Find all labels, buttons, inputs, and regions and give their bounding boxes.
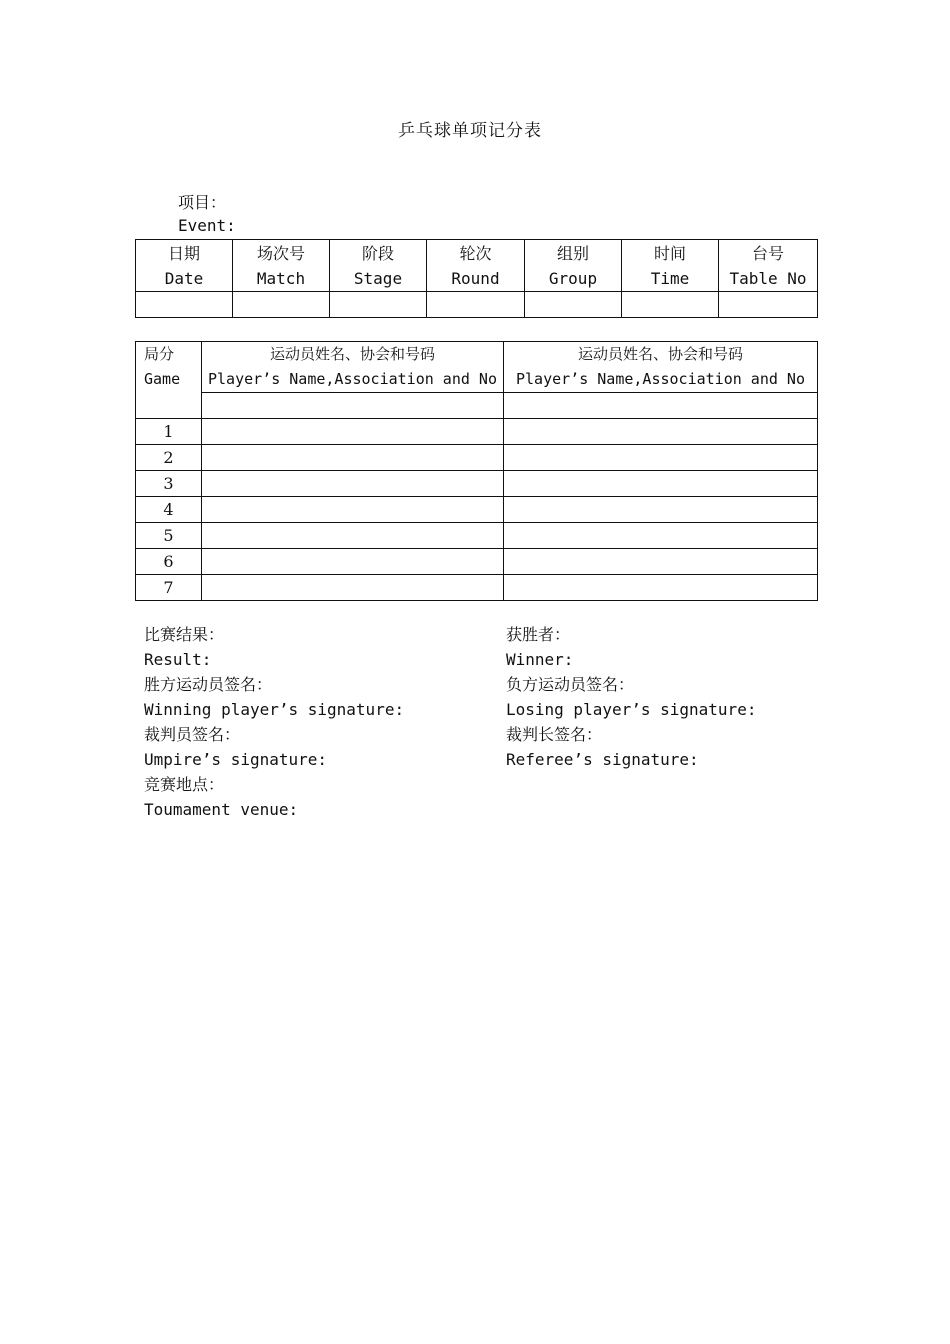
player-a-score-field[interactable] — [202, 445, 504, 471]
player-a-header: 运动员姓名、协会和号码 Player’s Name,Association and No — [202, 342, 504, 393]
losing-signature-label-zh: 负方运动员签名： — [506, 675, 635, 694]
referee-signature-label-en: Referee’s signature: — [506, 750, 699, 769]
player-a-score-field[interactable] — [202, 497, 504, 523]
umpire-signature-label-zh: 裁判员签名： — [144, 725, 241, 744]
game-number: 2 — [136, 445, 202, 471]
info-header-table-no: 台号 Table No — [719, 240, 818, 292]
player-b-score-field[interactable] — [504, 497, 818, 523]
event-label-en: Event: — [178, 216, 236, 235]
result-label-en: Result: — [144, 650, 212, 669]
winning-signature-label-zh: 胜方运动员签名： — [144, 675, 273, 694]
player-a-score-field[interactable] — [202, 523, 504, 549]
info-header-row — [136, 240, 818, 292]
player-b-score-field[interactable] — [504, 445, 818, 471]
player-b-score-field[interactable] — [504, 549, 818, 575]
info-header-round: 轮次 Round — [427, 240, 525, 292]
referee-signature-label-zh: 裁判长签名： — [506, 725, 603, 744]
info-header-group: 组别 Group — [525, 240, 622, 292]
event-label-zh: 项目： — [178, 193, 227, 212]
score-header-row — [136, 342, 818, 393]
winning-signature-label-en: Winning player’s signature: — [144, 700, 405, 719]
game-number: 3 — [136, 471, 202, 497]
venue-label-zh: 竞赛地点： — [144, 775, 225, 794]
match-field[interactable] — [233, 292, 330, 318]
game-number: 7 — [136, 575, 202, 601]
result-label-zh: 比赛结果： — [144, 625, 225, 644]
player-a-score-field[interactable] — [202, 471, 504, 497]
game-row — [136, 419, 818, 445]
player-b-score-field[interactable] — [504, 523, 818, 549]
player-b-score-field[interactable] — [504, 471, 818, 497]
game-row — [136, 445, 818, 471]
player-a-score-field[interactable] — [202, 575, 504, 601]
info-entry-row — [136, 292, 818, 318]
game-number: 6 — [136, 549, 202, 575]
game-number: 1 — [136, 419, 202, 445]
info-header-date: 日期 Date — [136, 240, 233, 292]
info-header-match: 场次号 Match — [233, 240, 330, 292]
match-info-table — [135, 239, 818, 318]
player-b-score-field[interactable] — [504, 419, 818, 445]
game-row — [136, 523, 818, 549]
info-header-time: 时间 Time — [622, 240, 719, 292]
game-score-table — [135, 341, 818, 601]
player-b-header: 运动员姓名、协会和号码 Player’s Name,Association and No — [504, 342, 818, 393]
game-row — [136, 549, 818, 575]
player-b-name-field[interactable] — [504, 393, 818, 419]
info-header-stage: 阶段 Stage — [330, 240, 427, 292]
time-field[interactable] — [622, 292, 719, 318]
game-row — [136, 497, 818, 523]
group-field[interactable] — [525, 292, 622, 318]
round-field[interactable] — [427, 292, 525, 318]
result-signatures-left — [144, 622, 404, 822]
game-header: 局分 Game — [136, 342, 202, 419]
date-field[interactable] — [136, 292, 233, 318]
game-row — [136, 471, 818, 497]
game-row — [136, 575, 818, 601]
venue-label-en: Toumament venue: — [144, 800, 299, 819]
player-a-score-field[interactable] — [202, 419, 504, 445]
umpire-signature-label-en: Umpire’s signature: — [144, 750, 328, 769]
stage-field[interactable] — [330, 292, 427, 318]
winner-label-zh: 获胜者： — [506, 625, 571, 644]
player-b-score-field[interactable] — [504, 575, 818, 601]
player-a-score-field[interactable] — [202, 549, 504, 575]
game-number: 4 — [136, 497, 202, 523]
game-number: 5 — [136, 523, 202, 549]
losing-signature-label-en: Losing player’s signature: — [506, 700, 757, 719]
result-signatures-right — [506, 622, 756, 772]
table-no-field[interactable] — [719, 292, 818, 318]
winner-label-en: Winner: — [506, 650, 574, 669]
player-name-row — [136, 393, 818, 419]
player-a-name-field[interactable] — [202, 393, 504, 419]
form-title: 乒乓球单项记分表 — [398, 121, 542, 141]
